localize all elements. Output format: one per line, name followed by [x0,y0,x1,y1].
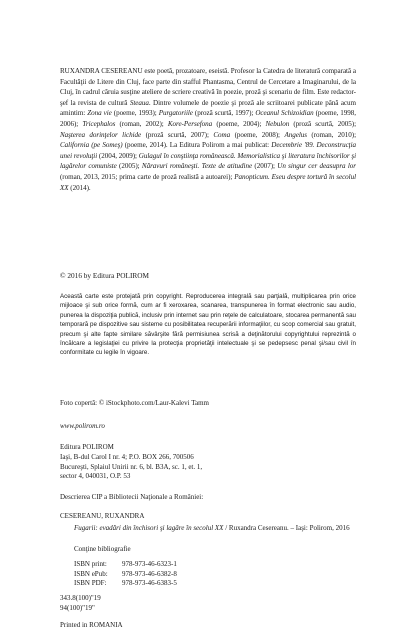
cip-author: CESEREANU, RUXANDRA [60,512,145,520]
bio-text: (proză scurtă, 2007); [141,130,214,139]
isbn-row [74,560,370,570]
bio-title: Tricephalos [82,119,116,128]
address-line: Iaşi, B-dul Carol I nr. 4; P.O. BOX 266, 700506 [60,452,194,461]
bio-title: Un singur cer deasupra lor [277,162,357,171]
classification [60,594,356,614]
bio-text: (poeme, 2008); [230,130,285,139]
bio-title: Naşterea dorinţelor lichide [60,130,142,139]
cip-reference [74,523,356,533]
bio-title: Năravuri româneşti. Texte de atitudine [141,162,253,171]
classification-code: 343.8(100)"19 [60,594,101,602]
bio-text: (2014). [68,183,91,192]
isbn-row [74,579,370,589]
bio-text: (2007); [252,162,278,171]
isbn-row [74,570,370,580]
bio-title: Purgatoriile [158,109,193,118]
isbn-list [74,560,370,589]
publisher-website: www.polirom.ro [60,422,105,430]
bio-title: Steaua [129,98,149,107]
address-line: sector 4, 040031, O.P. 53 [60,472,131,481]
bio-text: (poeme, 1993); [111,109,159,118]
bio-text: (poeme, 2014). La Editura Polirom a mai publicat: [122,141,272,150]
isbn-value: 978-973-46-6382-8 [122,569,177,578]
bio-text: (poeme, 1998, 2006); [60,109,356,128]
classification-code: 94(100)"19" [60,603,95,612]
bio-text: (2004, 2009); [97,151,139,160]
bio-text: RUXANDRA CESEREANU este poetă, prozatoare, eseistă. Profesor la Catedra de literatură comparată a Facultăţii de Litere din Cluj, face parte din stafful Phantasma, Centrul de Cercetare a Imaginarului, de la Cluj, în cadrul căruia susţine ateliere de scriere creativă în poezie, proză şi scenariu de film. Este redactor-şef la revista de cultură [60,67,356,107]
bio-text: (2005); [116,162,142,171]
bio-text: (proză scurtă, 2005); [289,119,356,128]
photo-credit: Foto copertă: © iStockphoto.com/Laur-Kalevi Tamm [60,399,209,407]
bio-title: Angelus [284,130,307,139]
publisher-name: Editura POLIROM [60,443,114,451]
bio-title: Panopticum. Eseu despre tortură în secolul XX [60,172,357,192]
bio-title: California (pe Someş) [60,141,123,150]
cip-heading: Descrierea CIP a Bibliotecii Naţionale a României: [60,493,204,501]
printed-in: Printed in ROMANIA [60,621,123,629]
bio-title: Zona vie [87,109,112,118]
copyright-notice: Această carte este protejată prin copyright. Reproducerea integrală sau parţială, multiplicarea prin orice mijloace şi sub orice formă, cum ar fi xeroxarea, scanarea, transpunerea în format electronic sau audio, punerea la dispoziţia publică, inclusiv prin internet sau prin reţele de calculatoare, stocarea permanentă sau temporară pe dispozitive sau sisteme cu posibilitatea recuperării informaţiilor, cu scop comercial sau gratuit, precum şi alte fapte similare săvârşite fără permisiunea scrisă a deţinătorului copyrightului reprezintă o încălcare a legislaţiei cu privire la protecţia proprietăţii intelectuale şi se pedepsesc penal şi/sau civil în conformitate cu legile în vigoare. [60,293,356,357]
author-bio [60,66,356,193]
cip-reference-rest: / Ruxandra Cesereanu. – Iaşi: Polirom, 2016 [223,524,350,532]
bio-title: Kore-Persefona [167,119,213,128]
bio-text: (roman, 2013, 2015; prima carte de proză realistă a autoarei); [60,172,235,181]
isbn-value: 978-973-46-6383-5 [122,579,177,588]
bio-title: Gulagul în conştiinţa românească. Memorialistica şi literatura închisorilor şi lagărelor comuniste [60,151,356,171]
isbn-label: ISBN print: [74,560,107,568]
cip-bibliography: Conţine bibliografie [74,545,131,553]
isbn-value: 978-973-46-6323-1 [122,560,177,568]
book-title: Fugarii: evadări din închisori şi lagăre în secolul XX [74,524,224,532]
bio-text: (proză scurtă, 1997); [192,109,256,118]
bio-title: Oceanul Schizoidian [255,109,314,118]
bio-title: Nebulon [265,119,290,128]
copyright-line: © 2016 by Editura POLIROM [60,271,150,280]
bio-text: (roman, 2002); [115,119,168,128]
bio-title: Coma [213,130,231,139]
bio-text: (poeme, 2004); [212,119,266,128]
publisher-address [60,443,356,482]
bio-title: Decembrie '89. Deconstrucţia unei revoluţii [60,141,357,160]
address-line: Bucureşti, Splaiul Unirii nr. 6, bl. B3A, sc. 1, et. 1, [60,462,203,471]
bio-text: (roman, 2010); [306,130,357,139]
bio-text: . Dintre volumele de poezie şi proză ale scriitoarei publicate până acum amintim: [60,98,356,118]
isbn-label: ISBN ePub: [74,569,108,578]
isbn-label: ISBN PDF: [74,579,107,588]
